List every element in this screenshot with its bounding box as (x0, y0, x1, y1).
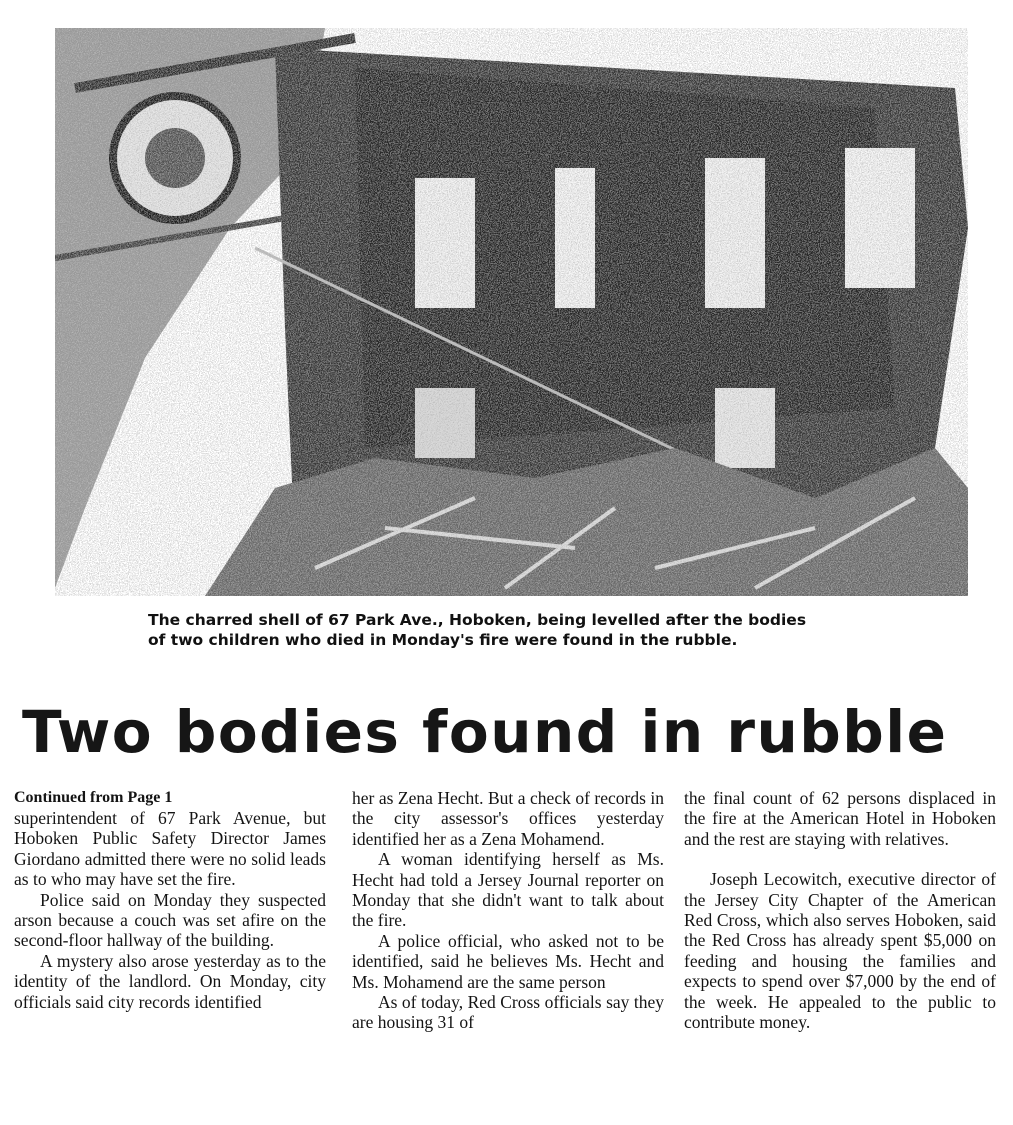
paragraph: Police said on Monday they suspected arson because a couch was set afire on the second-floor hallway of the building. (14, 889, 326, 951)
article-body (0, 788, 1013, 1108)
article-column-1 (14, 788, 326, 1012)
paragraph: A woman identifying herself as Ms. Hecht had told a Jersey Journal reporter on Monday that she didn't want to talk about the fire. (352, 849, 664, 931)
paragraph: her as Zena Hecht. But a check of records in the city assessor's offices yesterday identified her as a Zena Mohamend. (352, 788, 664, 849)
continued-from-label: Continued from Page 1 (14, 789, 173, 806)
paragraph: A mystery also arose yesterday as to the identity of the landlord. On Monday, city officials said city records identified (14, 950, 326, 1012)
headline: Two bodies found in rubble (22, 698, 948, 766)
paragraph: As of today, Red Cross officials say they are housing 31 of (352, 992, 664, 1033)
article-column-2 (352, 788, 664, 1033)
paragraph: A police official, who asked not to be identified, said he believes Ms. Hecht and Ms. Mohamend are the same person (352, 930, 664, 992)
photo-caption: The charred shell of 67 Park Ave., Hoboken, being levelled after the bodies of two children who died in Monday's fire were found in the rubble. (148, 611, 807, 649)
paragraph: Joseph Lecowitch, executive director of the Jersey City Chapter of the American Red Cross, which also serves Hoboken, said the Red Cross has already spent $5,000 on feeding and housing the families and expects to spend over $7,000 by the end of the week. He appealed to the public to contribute money. (684, 869, 996, 1033)
news-photo-fire-ruins (55, 28, 968, 596)
paragraph: the final count of 62 persons displaced in the fire at the American Hotel in Hoboken and the rest are staying with relatives. (684, 788, 996, 849)
article-column-3 (684, 788, 996, 1032)
paragraph: superintendent of 67 Park Avenue, but Hoboken Public Safety Director James Giordano admitted there were no solid leads as to who may have set the fire. (14, 808, 326, 890)
photo-illustration (55, 28, 968, 596)
